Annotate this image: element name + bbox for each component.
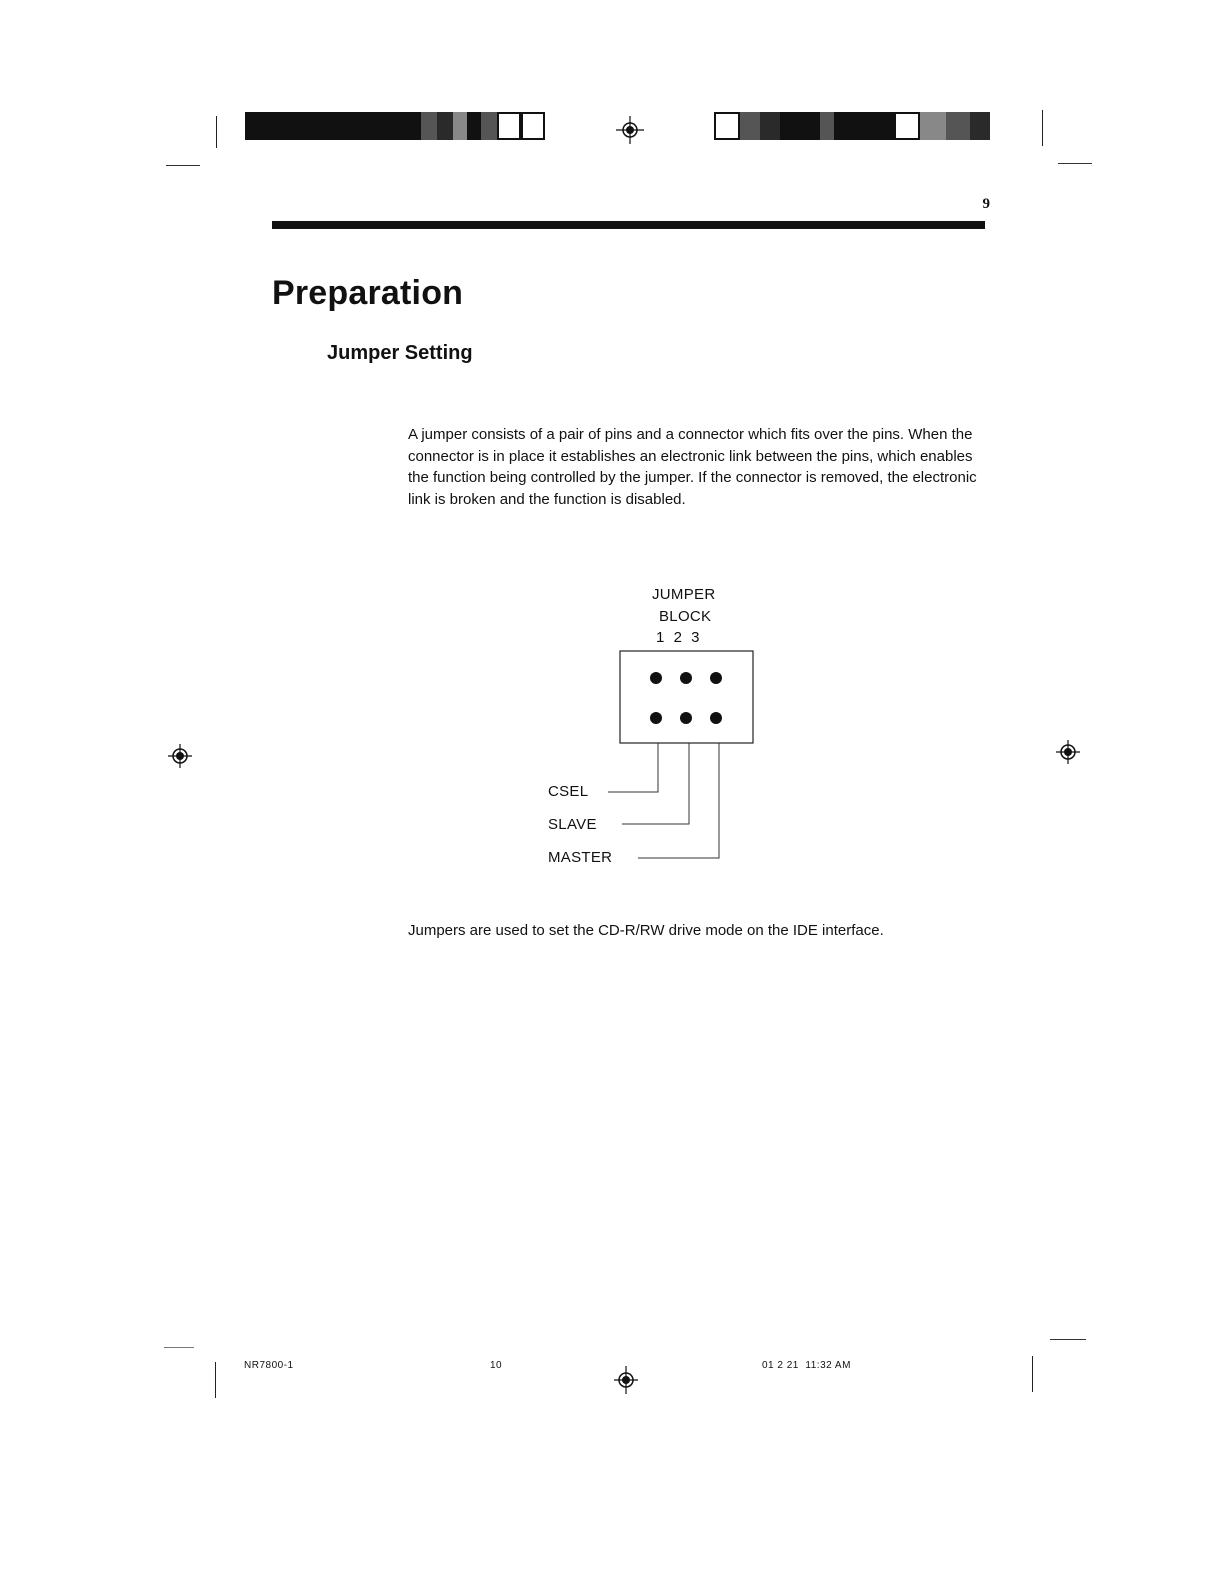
header-rule xyxy=(272,221,985,229)
slave-leader xyxy=(622,743,689,824)
pin xyxy=(710,712,722,724)
jumper-block-outline xyxy=(620,651,753,743)
registration-target-icon xyxy=(612,1366,640,1394)
section-title: Preparation xyxy=(272,274,464,312)
registration-bar-left xyxy=(245,112,545,140)
csel-leader xyxy=(608,743,658,792)
pin xyxy=(650,672,662,684)
footer-timestamp: 01 2 21 11:32 AM xyxy=(762,1360,851,1371)
label-master: MASTER xyxy=(548,849,613,866)
master-leader xyxy=(638,743,719,858)
crop-mark-top-right-h xyxy=(1058,163,1092,164)
pin xyxy=(710,672,722,684)
caption-text: Jumpers are used to set the CD-R/RW drive mode on the IDE interface. xyxy=(408,922,884,939)
crop-mark-bottom-right xyxy=(1032,1356,1033,1392)
diagram-pin-numbers: 1 2 3 xyxy=(656,629,700,646)
jumper-block-drawing xyxy=(530,580,790,880)
diagram-title-line1: JUMPER xyxy=(652,586,716,603)
crop-mark-bottom-left-h xyxy=(164,1347,194,1348)
crop-mark-bottom-left xyxy=(215,1362,216,1398)
jumper-diagram xyxy=(530,580,790,880)
footer-page-number: 10 xyxy=(490,1360,503,1371)
crop-mark-bottom-right-h xyxy=(1050,1339,1086,1340)
label-csel: CSEL xyxy=(548,783,589,800)
crop-mark-top-left-h xyxy=(166,165,200,166)
pin xyxy=(680,712,692,724)
registration-target-icon xyxy=(1054,738,1082,766)
crop-mark-top-right xyxy=(1042,110,1043,146)
crop-mark-top-left xyxy=(216,116,217,148)
registration-target-icon xyxy=(616,116,644,144)
body-paragraph: A jumper consists of a pair of pins and a connector which fits over the pins. When the connector is in place it establishes an electronic link between the pins, which enables the function being controlled by the jumper. If the connector is removed, the electronic link is broken and the function is disabled. xyxy=(408,426,977,508)
footer-job-id: NR7800-1 xyxy=(244,1360,294,1371)
pin xyxy=(680,672,692,684)
diagram-title-line2: BLOCK xyxy=(659,608,712,625)
page-number: 9 xyxy=(982,196,990,212)
registration-target-icon xyxy=(166,742,194,770)
registration-bar-right xyxy=(714,112,990,140)
label-slave: SLAVE xyxy=(548,816,597,833)
pin xyxy=(650,712,662,724)
section-subtitle: Jumper Setting xyxy=(327,342,473,364)
